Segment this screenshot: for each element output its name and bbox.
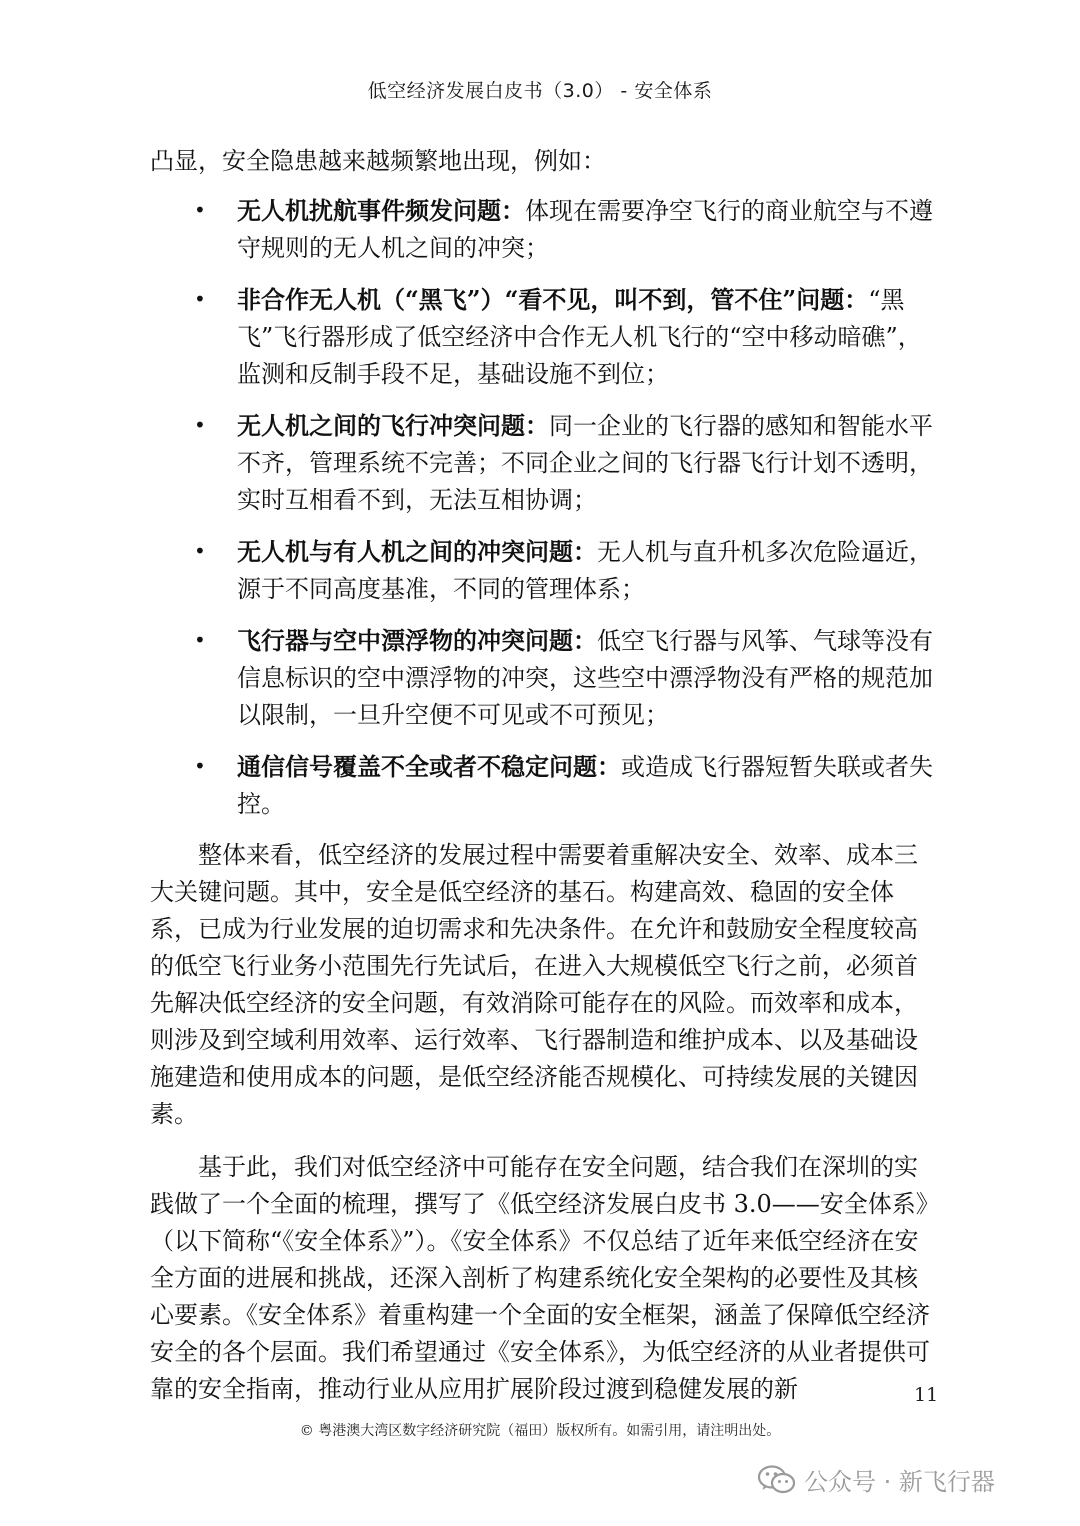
body-paragraph: 基于此，我们对低空经济中可能存在安全问题，结合我们在深圳的实践做了一个全面的梳理，撰写了《低空经济发展白皮书 3.0——安全体系》（以下简称“《安全体系》”）。《安全体系》不仅总结了近年来低空经济在安全方面的进展和挑战，还深入剖析了构建系统化安全架构的必要性及其核心要素。《安全体系》着重构建一个全面的安全框架，涵盖了保障低空经济安全的各个层面。我们希望通过《安全体系》，为低空经济的从业者提供可靠的安全指南，推动行业从应用扩展阶段过渡到稳健发展的新 [150,1153,940,1403]
page-number: 11 [914,1384,939,1406]
copyright-footer: © 粤港澳大湾区数字经济研究院（福田）版权所有。如需引用，请注明出处。 [299,1423,781,1439]
item-title: 无人机与有人机之间的冲突问题： [237,537,597,566]
list-item [150,192,940,267]
list-item [150,748,940,823]
item-title: 飞行器与空中漂浮物的冲突问题： [237,626,597,655]
list-item [150,281,940,393]
list-item [150,533,940,608]
bullet-icon: • [194,198,206,222]
watermark-text: 公众号 · 新飞行器 [804,1468,995,1496]
item-title: 无人机扰航事件频发问题： [237,196,525,225]
issue-list [150,192,940,823]
bullet-icon: • [194,539,206,563]
bullet-icon: • [194,413,206,437]
list-item [150,622,940,734]
item-text: 低空飞行器与风筝、气球等没有信息标识的空中漂浮物的冲突，这些空中漂浮物没有严格的规范加以限制，一旦升空便不可见或不可预见； [237,627,933,729]
bullet-icon: • [194,628,206,652]
item-title: 通信信号覆盖不全或者不稳定问题： [237,752,621,781]
bullet-icon: • [194,287,206,311]
page-header: 低空经济发展白皮书（3.0） - 安全体系 [367,80,713,102]
item-text: “黑飞”飞行器形成了低空经济中合作无人机飞行的“空中移动暗礁”，监测和反制手段不足，基础设施不到位； [237,286,922,388]
body-paragraph: 整体来看，低空经济的发展过程中需要着重解决安全、效率、成本三大关键问题。其中，安全是低空经济的基石。构建高效、稳固的安全体系，已成为行业发展的迫切需求和先决条件。在允许和鼓励安全程度较高的低空飞行业务小范围先行先试后，在进入大规模低空飞行之前，必须首先解决低空经济的安全问题，有效消除可能存在的风险。而效率和成本，则涉及到空域利用效率、运行效率、飞行器制造和维护成本、以及基础设施建造和使用成本的问题，是低空经济能否规模化、可持续发展的关键因素。 [150,841,918,1128]
wechat-icon [758,1465,796,1495]
item-text: 或造成飞行器短暂失联或者失控。 [237,753,933,818]
list-item [150,407,940,519]
intro-line: 凸显，安全隐患越来越频繁地出现，例如： [150,147,606,175]
item-text: 同一企业的飞行器的感知和智能水平不齐，管理系统不完善；不同企业之间的飞行器飞行计划不透明，实时互相看不到，无法互相协调； [237,412,933,514]
bullet-icon: • [194,754,206,778]
wechat-watermark [758,1462,995,1497]
item-text: 无人机与直升机多次危险逼近，源于不同高度基准，不同的管理体系； [237,538,933,603]
item-title: 非合作无人机（“黑飞”）“看不见，叫不到，管不住”问题： [237,285,869,314]
item-text: 体现在需要净空飞行的商业航空与不遵守规则的无人机之间的冲突； [237,197,933,262]
document-body [150,143,940,1408]
item-title: 无人机之间的飞行冲突问题： [237,411,549,440]
